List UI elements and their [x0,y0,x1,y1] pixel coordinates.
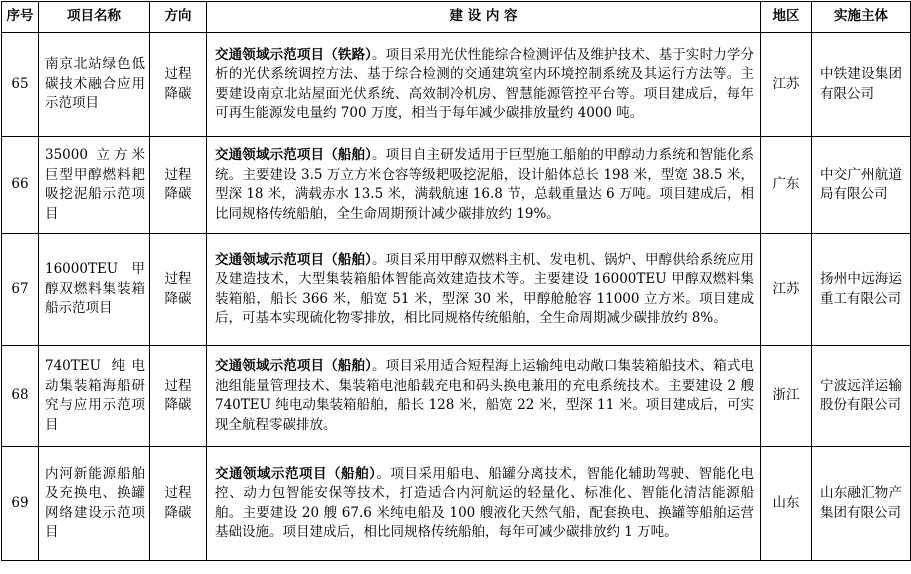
row-number: 67 [2,234,39,346]
header-row [2,2,911,33]
table-row [2,447,911,561]
construction-content [207,346,761,447]
project-name: 16000TEU 甲醇双燃料集装箱船示范项目 [39,234,150,346]
direction-line: 降碳 [164,290,192,307]
direction-line: 降碳 [164,186,192,202]
direction-line: 过程 [164,66,192,82]
direction-line: 降碳 [164,85,192,102]
content-text: 。项目采用光伏性能综合检测评估及维护技术、基于实时力学分析的光伏系统调控方法、基于综合检测的交通建筑室内环境控制系统及其运行方法等。主要建设南京北站屋面光伏系统、高效制冷机房、智慧能源管控平台等。项目建成后，每年可再生能源发电量约 700 万度，相当于每年减少碳排放量约 4000 吨。 [215,46,755,121]
content-text: 。项目采用船电、船罐分离技术，智能化辅助驾驶、智能化电控、动力包智能安保等技术，打造适合内河航运的轻量化、标准化、智能化清洁能源船舶。主要建设 20 艘 67.6 米纯电船及 100 艘液化天然气船，配套换电、换罐等船舶运营基础设施。项目建成后，相比同规格传统船舶，每年可减少碳排放约 1 万吨。 [215,465,755,540]
content-text: 。项目采用适合短程海上运输纯电动敞口集装箱船技术、箱式电池组能量管理技术、集装箱电池船载充电和码头换电兼用的充电系统技术。主要建设 2 艘 740TEU 纯电动集装箱船舶，船长 128 米，船宽 22 米，型深 11 米。项目建成后，可实现全航程零碳排放。 [215,358,755,433]
row-number: 69 [2,447,39,561]
construction-content [207,447,761,561]
row-number: 66 [2,137,39,234]
direction-line: 降碳 [164,397,192,413]
direction-line: 过程 [164,377,192,394]
header-direction: 方向 [150,2,207,33]
table-row [2,234,911,346]
project-name: 内河新能源船舶及充换电、换罐网络建设示范项目 [39,447,150,561]
content-label: 交通领域示范项目（铁路） [215,46,373,63]
implementing-entity: 中铁建设集团有限公司 [812,33,911,137]
content-label: 交通领域示范项目（船舶） [215,465,377,482]
region: 浙江 [761,346,812,447]
row-number: 65 [2,33,39,137]
row-number: 68 [2,346,39,447]
direction [150,33,207,137]
project-name: 740TEU 纯电动集装箱海船研究与应用示范项目 [39,346,150,447]
region: 广东 [761,137,812,234]
implementing-entity: 扬州中远海运重工有限公司 [812,234,911,346]
construction-content [207,234,761,346]
direction-line: 过程 [164,271,192,287]
header-content: 建 设 内 容 [207,2,761,33]
direction [150,346,207,447]
implementing-entity: 山东融汇物产集团有限公司 [812,447,911,561]
direction [150,137,207,234]
header-project-name: 项目名称 [39,2,150,33]
content-label: 交通领域示范项目（船舶） [215,251,373,268]
content-text: 。项目自主研发适用于巨型施工船舶的甲醇动力系统和智能化系统。主要建设 3.5 万立方米仓容等级耙吸挖泥船，设计船体总长 198 米，型宽 38.5 米，型深 18 米，满载赤水 13.5 米，满载航速 16.8 节，总载重量达 6 万吨。项目建成后，相比同规格传统船舶，全生命周期预计减少碳排放约 19%。 [215,147,755,222]
content-text: 。项目采用甲醇双燃料主机、发电机、锅炉、甲醇供给系统应用及建造技术，大型集装箱船体智能高效建造技术等。主要建设 16000TEU 甲醇双燃料集装箱船，船长 366 米，船宽 51 米，型深 30 米，甲醇舱舱容 11000 立方米。项目建成后，可基本实现硫化物零排放，相比同规格传统船舶，全生命周期减少碳排放约 8%。 [215,251,755,326]
content-label: 交通领域示范项目（船舶） [215,147,373,163]
direction-line: 过程 [164,485,192,501]
region: 江苏 [761,234,812,346]
project-name: 35000 立方米巨型甲醇燃料耙吸挖泥船示范项目 [39,137,150,234]
content-label: 交通领域示范项目（船舶） [215,358,373,374]
implementing-entity: 宁波远洋运输股份有限公司 [812,346,911,447]
table-row [2,346,911,447]
direction [150,234,207,346]
projects-table [1,1,911,561]
project-name: 南京北站绿色低碳技术融合应用示范项目 [39,33,150,137]
header-region: 地区 [761,2,812,33]
region: 山东 [761,447,812,561]
construction-content [207,137,761,234]
table-row [2,33,911,137]
table-row [2,137,911,234]
region: 江苏 [761,33,812,137]
direction [150,447,207,561]
direction-line: 过程 [164,166,192,183]
implementing-entity: 中交广州航道局有限公司 [812,137,911,234]
header-no: 序号 [2,2,39,33]
construction-content [207,33,761,137]
direction-line: 降碳 [164,504,192,521]
header-owner: 实施主体 [812,2,911,33]
